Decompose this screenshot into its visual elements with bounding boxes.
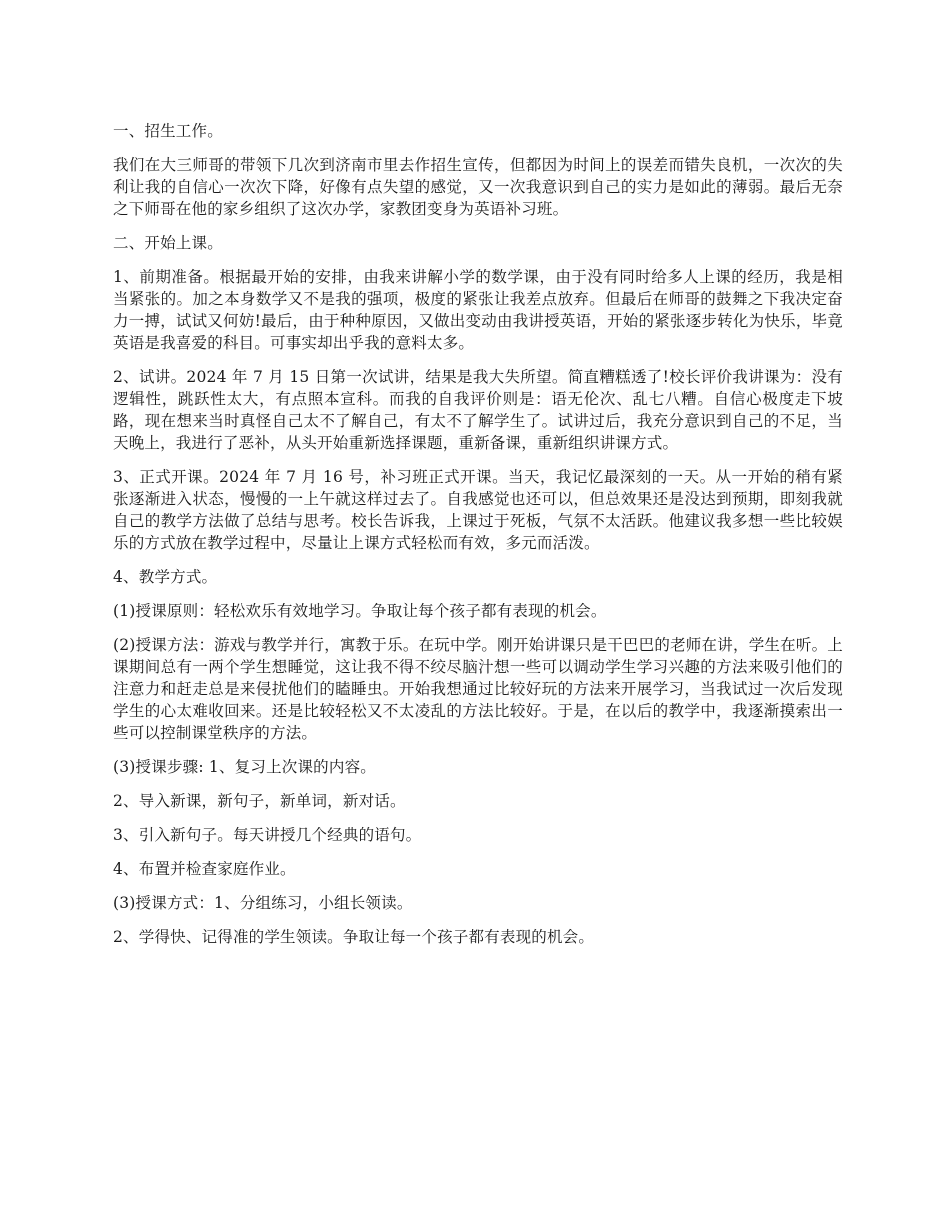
heading-teaching-method: 4、教学方式。 [113, 568, 218, 586]
heading-recruitment: 一、招生工作。 [113, 122, 223, 140]
heading-start-class: 二、开始上课。 [113, 234, 223, 252]
list-item-format-2: 2、学得快、记得准的学生领读。争取让每一个孩子都有表现的机会。 [113, 928, 595, 946]
document-body [113, 120, 843, 960]
paragraph-principle: (1)授课原则：轻松欢乐有效地学习。争取让每个孩子都有表现的机会。 [113, 602, 607, 620]
paragraph-steps: (3)授课步骤: 1、复习上次课的内容。 [113, 758, 376, 776]
list-item-step-3: 3、引入新句子。每天讲授几个经典的语句。 [113, 826, 422, 844]
paragraph-format: (3)授课方式：1、分组练习，小组长领读。 [113, 894, 413, 912]
paragraph-preparation: 1、前期准备。根据最开始的安排，由我来讲解小学的数学课，由于没有同时给多人上课的经历，我是相当紧张的。加之本身数学又不是我的强项，极度的紧张让我差点放弃。但最后在师哥的鼓舞之下我决定奋力一搏，试试又何妨!最后，由于种种原因，又做出变动由我讲授英语，开始的紧张逐步转化为快乐，毕竟英语是我喜爱的科目。可事实却出乎我的意料太多。 [113, 268, 843, 352]
paragraph-method: (2)授课方法：游戏与教学并行，寓教于乐。在玩中学。刚开始讲课只是干巴巴的老师在讲，学生在听。上课期间总有一两个学生想睡觉，这让我不得不绞尽脑汁想一些可以调动学生学习兴趣的方法来吸引他们的注意力和赶走总是来侵扰他们的瞌睡虫。开始我想通过比较好玩的方法来开展学习，当我试过一次后发现学生的心太难收回来。还是比较轻松又不太凌乱的方法比较好。于是，在以后的教学中，我逐渐摸索出一些可以控制课堂秩序的方法。 [113, 636, 843, 742]
list-item-step-2: 2、导入新课，新句子，新单词，新对话。 [113, 792, 406, 810]
list-item-step-4: 4、布置并检查家庭作业。 [113, 860, 296, 878]
paragraph-official-start: 3、正式开课。2024 年 7 月 16 号，补习班正式开课。当天，我记忆最深刻的一天。从一开始的稍有紧张逐渐进入状态，慢慢的一上午就这样过去了。自我感觉也还可以，但总效果还是没达到预期，即刻我就自己的教学方法做了总结与思考。校长告诉我，上课过于死板，气氛不太活跃。他建议我多想一些比较娱乐的方式放在教学过程中，尽量让上课方式轻松而有效，多元而活泼。 [113, 468, 843, 552]
paragraph-trial-lecture: 2、试讲。2024 年 7 月 15 日第一次试讲，结果是我大失所望。简直糟糕透了!校长评价我讲课为：没有逻辑性，跳跃性太大，有点照本宣科。而我的自我评价则是：语无伦次、乱七八糟。自信心极度走下坡路，现在想来当时真怪自己太不了解自己，有太不了解学生了。试讲过后，我充分意识到自己的不足，当天晚上，我进行了恶补，从头开始重新选择课题，重新备课，重新组织讲课方式。 [113, 368, 843, 452]
paragraph-recruitment: 我们在大三师哥的带领下几次到济南市里去作招生宣传，但都因为时间上的误差而错失良机，一次次的失利让我的自信心一次次下降，好像有点失望的感觉，又一次我意识到自己的实力是如此的薄弱。最后无奈之下师哥在他的家乡组织了这次办学，家教团变身为英语补习班。 [113, 156, 843, 218]
